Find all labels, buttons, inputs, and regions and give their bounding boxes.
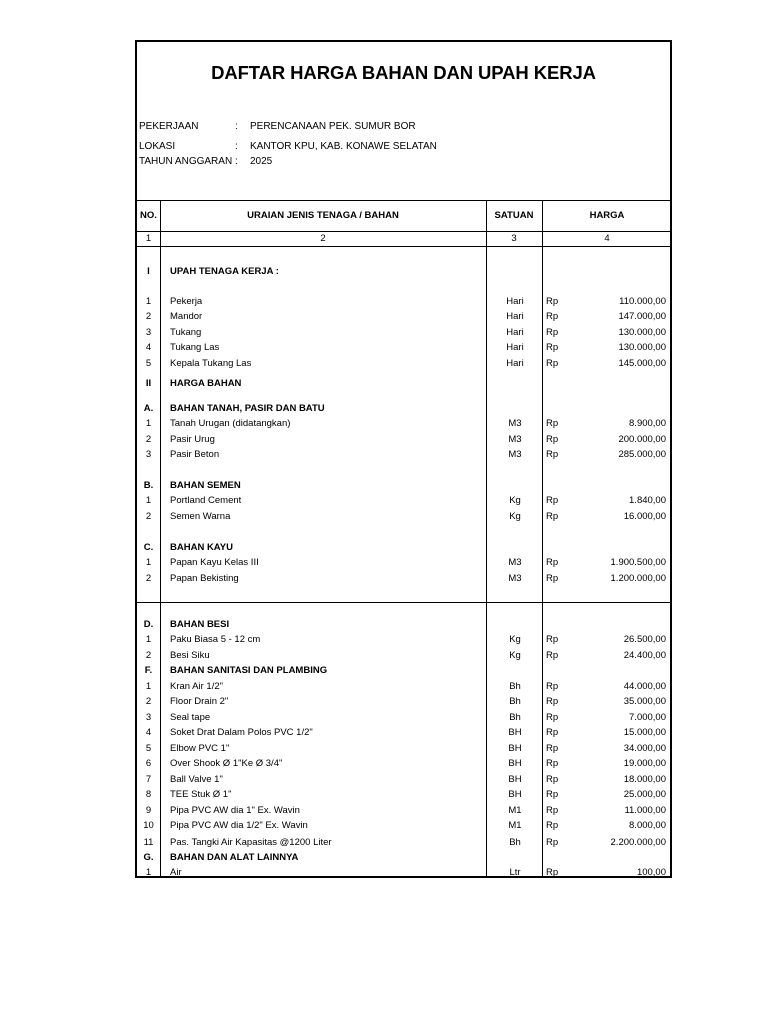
table-row [137, 803, 670, 818]
header-no: NO. [140, 210, 157, 221]
row-price: 1.840,00 [629, 495, 666, 506]
row-number: 9 [145, 805, 152, 816]
row-unit: Kg [509, 634, 521, 645]
row-description: Pas. Tangki Air Kapasitas @1200 Liter [170, 837, 332, 848]
table-row [137, 787, 670, 802]
table-row [137, 725, 670, 740]
row-description: Mandor [170, 311, 203, 322]
table-row [137, 632, 670, 647]
row-price: 8.900,00 [629, 418, 666, 429]
row-description: Pekerja [170, 296, 203, 307]
row-description: BAHAN DAN ALAT LAINNYA [170, 852, 299, 863]
row-unit: M1 [508, 820, 522, 831]
row-currency: Rp [546, 434, 559, 445]
row-number: 4 [145, 727, 152, 738]
row-description: Semen Warna [170, 511, 231, 522]
row-price: 16.000,00 [623, 511, 666, 522]
row-unit: Bh [509, 837, 521, 848]
row-unit: Hari [506, 327, 524, 338]
table-row [137, 741, 670, 756]
row-number: 2 [145, 650, 152, 661]
section-heading-row [137, 478, 670, 493]
row-unit: Bh [509, 696, 521, 707]
row-description: Ball Valve 1" [170, 774, 223, 785]
row-currency: Rp [546, 342, 559, 353]
row-currency: Rp [546, 758, 559, 769]
row-currency: Rp [546, 805, 559, 816]
row-currency: Rp [546, 311, 559, 322]
table-row [137, 340, 670, 355]
row-currency: Rp [546, 820, 559, 831]
row-price: 130.000,00 [618, 327, 666, 338]
table-row [137, 865, 670, 878]
row-description: Papan Bekisting [170, 573, 239, 584]
row-price: 130.000,00 [618, 342, 666, 353]
row-currency: Rp [546, 727, 559, 738]
row-number: 8 [145, 789, 152, 800]
row-currency: Rp [546, 495, 559, 506]
row-number: B. [143, 480, 154, 491]
row-unit: M3 [508, 573, 522, 584]
row-currency: Rp [546, 696, 559, 707]
table-row [137, 571, 670, 586]
row-number: C. [143, 542, 154, 553]
row-unit: BH [508, 758, 522, 769]
row-number: 5 [145, 743, 152, 754]
table-row [137, 679, 670, 694]
table-row [137, 416, 670, 431]
row-number: I [147, 266, 150, 277]
row-description: Papan Kayu Kelas III [170, 557, 259, 568]
row-price: 1.900.500,00 [610, 557, 666, 568]
row-price: 100,00 [636, 867, 666, 878]
info-colon: : [235, 141, 238, 152]
table-row [137, 447, 670, 462]
row-unit: Hari [506, 358, 524, 369]
column-number: 1 [145, 233, 152, 244]
row-currency: Rp [546, 573, 559, 584]
section-heading-row [137, 617, 670, 632]
row-number: D. [143, 619, 154, 630]
row-number: 3 [145, 449, 152, 460]
row-number: 1 [145, 296, 152, 307]
column-number: 4 [604, 233, 610, 244]
section-heading-row [137, 376, 670, 391]
table-row [137, 756, 670, 771]
price-list-sheet [135, 40, 672, 878]
row-unit: Bh [509, 681, 521, 692]
row-currency: Rp [546, 449, 559, 460]
table-row [137, 493, 670, 508]
table-row [137, 432, 670, 447]
row-price: 7.000,00 [629, 712, 666, 723]
table-row [137, 648, 670, 663]
table-row [137, 818, 670, 833]
header-bottom-rule [137, 231, 670, 232]
row-price: 25.000,00 [623, 789, 666, 800]
row-unit: Kg [509, 495, 521, 506]
row-number: 11 [143, 837, 154, 848]
row-number: 1 [145, 418, 152, 429]
info-value: 2025 [250, 156, 273, 167]
row-number: F. [144, 665, 153, 676]
row-description: TEE Stuk Ø 1" [170, 789, 232, 800]
row-price: 34.000,00 [623, 743, 666, 754]
row-number: II [145, 378, 152, 389]
row-price: 8.000,00 [629, 820, 666, 831]
row-description: Pipa PVC AW dia 1" Ex. Wavin [170, 805, 300, 816]
table-row [137, 710, 670, 725]
row-description: Pasir Urug [170, 434, 215, 445]
row-number: 10 [143, 820, 154, 831]
row-unit: Hari [506, 342, 524, 353]
row-price: 35.000,00 [623, 696, 666, 707]
row-currency: Rp [546, 650, 559, 661]
row-price: 1.200.000,00 [610, 573, 666, 584]
row-unit: M3 [508, 434, 522, 445]
info-label: PEKERJAAN [139, 121, 199, 132]
row-unit: M3 [508, 449, 522, 460]
row-unit: Bh [509, 712, 521, 723]
row-description: BAHAN SANITASI DAN PLAMBING [170, 665, 328, 676]
row-unit: Kg [509, 511, 521, 522]
table-row [137, 325, 670, 340]
row-price: 145.000,00 [618, 358, 666, 369]
row-description: BAHAN BESI [170, 619, 230, 630]
row-number: 6 [145, 758, 152, 769]
row-price: 26.500,00 [623, 634, 666, 645]
row-currency: Rp [546, 418, 559, 429]
row-unit: BH [508, 743, 522, 754]
row-price: 18.000,00 [623, 774, 666, 785]
table-row [137, 294, 670, 309]
row-number: 2 [145, 511, 152, 522]
row-number: G. [143, 852, 154, 863]
header-price: HARGA [589, 210, 625, 221]
row-number: 2 [145, 573, 152, 584]
row-number: 5 [145, 358, 152, 369]
row-currency: Rp [546, 743, 559, 754]
row-number: 1 [145, 867, 152, 878]
section-heading-row [137, 540, 670, 555]
column-number: 2 [320, 233, 326, 244]
row-unit: M1 [508, 805, 522, 816]
row-description: HARGA BAHAN [170, 378, 242, 389]
info-value: PERENCANAAN PEK. SUMUR BOR [250, 121, 416, 132]
table-row [137, 694, 670, 709]
info-label: LOKASI [139, 141, 176, 152]
row-description: Tukang [170, 327, 202, 338]
row-currency: Rp [546, 867, 559, 878]
row-unit: BH [508, 727, 522, 738]
row-price: 44.000,00 [623, 681, 666, 692]
row-number: 2 [145, 311, 152, 322]
row-unit: Ltr [509, 867, 521, 878]
document-title: DAFTAR HARGA BAHAN DAN UPAH KERJA [211, 62, 596, 83]
row-unit: Hari [506, 311, 524, 322]
header-description: URAIAN JENIS TENAGA / BAHAN [247, 210, 399, 221]
section-heading-row [137, 663, 670, 678]
column-number-rule [137, 246, 670, 247]
row-price: 15.000,00 [623, 727, 666, 738]
section-heading-row [137, 264, 670, 279]
row-description: Paku Biasa 5 - 12 cm [170, 634, 261, 645]
row-price: 24.400,00 [623, 650, 666, 661]
row-price: 19.000,00 [623, 758, 666, 769]
section-heading-row [137, 401, 670, 416]
row-currency: Rp [546, 511, 559, 522]
row-currency: Rp [546, 681, 559, 692]
row-number: 2 [145, 696, 152, 707]
info-label: TAHUN ANGGARAN [139, 156, 233, 167]
table-row [137, 835, 670, 850]
row-number: 1 [145, 634, 152, 645]
row-unit: Kg [509, 650, 521, 661]
row-number: 3 [145, 712, 152, 723]
row-currency: Rp [546, 327, 559, 338]
row-price: 11.000,00 [624, 805, 666, 816]
row-description: Tukang Las [170, 342, 220, 353]
row-description: BAHAN TANAH, PASIR DAN BATU [170, 403, 325, 414]
table-row [137, 356, 670, 371]
row-description: Besi Siku [170, 650, 210, 661]
row-description: Portland Cement [170, 495, 242, 506]
row-number: A. [143, 403, 154, 414]
row-price: 2.200.000,00 [610, 837, 666, 848]
row-currency: Rp [546, 634, 559, 645]
row-price: 147.000,00 [618, 311, 666, 322]
row-description: Air [170, 867, 182, 878]
row-description: Pipa PVC AW dia 1/2" Ex. Wavin [170, 820, 308, 831]
row-description: Floor Drain 2" [170, 696, 229, 707]
row-currency: Rp [546, 774, 559, 785]
table-row [137, 555, 670, 570]
row-description: Soket Drat Dalam Polos PVC 1/2" [170, 727, 313, 738]
info-colon: : [235, 156, 238, 167]
row-description: Tanah Urugan (didatangkan) [170, 418, 291, 429]
row-currency: Rp [546, 358, 559, 369]
section-heading-row [137, 850, 670, 865]
row-description: Pasir Beton [170, 449, 220, 460]
row-unit: BH [508, 789, 522, 800]
row-number: 1 [145, 495, 152, 506]
row-number: 4 [145, 342, 152, 353]
table-row [137, 509, 670, 524]
info-value: KANTOR KPU, KAB. KONAWE SELATAN [250, 141, 437, 152]
row-description: UPAH TENAGA KERJA : [170, 266, 279, 277]
row-description: Kran Air 1/2" [170, 681, 224, 692]
row-description: BAHAN SEMEN [170, 480, 241, 491]
row-description: Seal tape [170, 712, 211, 723]
row-description: Kepala Tukang Las [170, 358, 252, 369]
row-price: 110.000,00 [619, 296, 666, 307]
row-description: BAHAN KAYU [170, 542, 233, 553]
row-description: Over Shook Ø 1"Ke Ø 3/4" [170, 758, 283, 769]
row-number: 3 [145, 327, 152, 338]
section-divider-rule [137, 602, 670, 603]
row-unit: BH [508, 774, 522, 785]
row-description: Elbow PVC 1" [170, 743, 230, 754]
row-unit: Hari [506, 296, 524, 307]
row-number: 2 [145, 434, 152, 445]
row-unit: M3 [508, 418, 522, 429]
header-unit: SATUAN [494, 210, 534, 221]
row-unit: M3 [508, 557, 522, 568]
row-number: 1 [145, 681, 152, 692]
row-currency: Rp [546, 789, 559, 800]
row-price: 285.000,00 [618, 449, 666, 460]
row-number: 7 [145, 774, 152, 785]
info-colon: : [235, 121, 238, 132]
row-currency: Rp [546, 837, 559, 848]
table-top-rule [137, 200, 670, 201]
row-currency: Rp [546, 296, 559, 307]
row-number: 1 [145, 557, 152, 568]
row-currency: Rp [546, 712, 559, 723]
row-currency: Rp [546, 557, 559, 568]
column-number: 3 [511, 233, 517, 244]
table-row [137, 772, 670, 787]
row-price: 200.000,00 [618, 434, 666, 445]
table-row [137, 309, 670, 324]
